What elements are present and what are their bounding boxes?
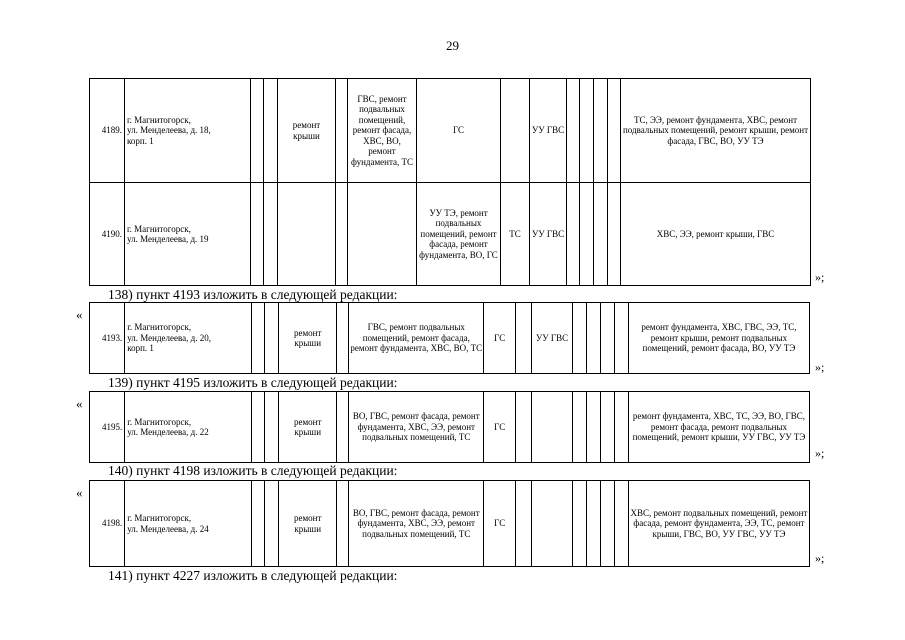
roof-cell [278,183,336,286]
address-cell: г. Магнитогорск, ул. Менделеева, д. 22 [125,392,252,463]
empty-cell [264,79,278,183]
works-cell: ВО, ГВС, ремонт фасада, ремонт фундамента, ХВС, ЭЭ, ремонт подвальных помещений, ТС [349,481,484,567]
empty-cell [594,79,608,183]
address-cell: г. Магнитогорск, ул. Менделеева, д. 19 [125,183,251,286]
amendment-heading: 140) пункт 4198 изложить в следующей редакции: [108,463,398,478]
address-cell: г. Магнитогорск, ул. Менделеева, д. 18, корп. 1 [125,79,251,183]
works-cell: ГС [417,79,501,183]
open-quote: « [76,396,83,411]
empty-cell [251,481,264,567]
row-number: 4193. [90,303,125,374]
empty-cell [600,392,614,463]
empty-cell [264,481,278,567]
empty-cell [516,303,532,374]
works-cell: УУ ТЭ, ремонт подвальных помещений, ремонт фасада, ремонт фундамента, ВО, ГС [417,183,501,286]
page-number: 29 [446,38,459,53]
empty-cell [264,392,278,463]
uu-cell: УУ ГВС [530,183,567,286]
amendment-heading: 138) пункт 4193 изложить в следующей редакции: [108,287,398,302]
row-number: 4190. [90,183,125,286]
close-quote: »; [815,446,825,460]
table-row [90,79,811,183]
close-quote: »; [815,270,825,284]
empty-cell [251,392,264,463]
table-block-2 [89,302,810,374]
uu-cell: УУ ГВС [532,303,572,374]
works-cell: ГС [484,303,516,374]
empty-cell [614,481,628,567]
works-cell: ВО, ГВС, ремонт фасада, ремонт фундамента, ХВС, ЭЭ, ремонт подвальных помещений, ТС [349,392,484,463]
open-quote: « [76,307,83,322]
empty-cell [594,183,608,286]
empty-cell [251,183,264,286]
empty-cell [572,481,586,567]
table-block-3 [89,391,810,463]
table-row [90,392,810,463]
works-cell: ГВС, ремонт подвальных помещений, ремонт фасада, ХВС, ВО, ремонт фундамента, ТС [348,79,417,183]
empty-cell [586,303,600,374]
row-number: 4198. [90,481,125,567]
table-row [90,183,811,286]
empty-cell [516,481,532,567]
empty-cell [516,392,532,463]
close-quote: »; [815,551,825,565]
amendment-heading: 139) пункт 4195 изложить в следующей редакции: [108,375,398,390]
works-cell: ТС, ЭЭ, ремонт фундамента, ХВС, ремонт подвальных помещений, ремонт крыши, ремонт фасада, ГВС, ВО, УУ ТЭ [621,79,811,183]
roof-cell: ремонт крыши [278,79,336,183]
roof-cell: ремонт крыши [279,303,337,374]
works-cell [348,183,417,286]
empty-cell [337,392,349,463]
empty-cell [614,303,628,374]
empty-cell [608,183,621,286]
works-cell: ГС [484,481,516,567]
empty-cell [586,481,600,567]
empty-cell [600,303,614,374]
row-number: 4189. [90,79,125,183]
open-quote: « [76,485,83,500]
works-cell: ХВС, ЭЭ, ремонт крыши, ГВС [621,183,811,286]
roof-cell: ремонт крыши [279,481,337,567]
works-cell: ГС [484,392,516,463]
empty-cell [608,79,621,183]
address-cell: г. Магнитогорск, ул. Менделеева, д. 20, корп. 1 [125,303,252,374]
ts-cell: ТС [501,183,530,286]
empty-cell [572,392,586,463]
works-cell: ГВС, ремонт подвальных помещений, ремонт фасада, ремонт фундамента, ХВС, ВО, ТС [349,303,484,374]
ts-cell [501,79,530,183]
empty-cell [532,392,572,463]
empty-cell [532,481,572,567]
empty-cell [572,303,586,374]
close-quote: »; [815,360,825,374]
table-row [90,481,810,567]
empty-cell [337,303,349,374]
empty-cell [336,183,348,286]
empty-cell [337,481,349,567]
empty-cell [580,183,594,286]
works-cell: ремонт фундамента, ХВС, ТС, ЭЭ, ВО, ГВС, ремонт фасада, ремонт подвальных помещений, ремонт крыши, УУ ГВС, УУ ТЭ [628,392,809,463]
row-number: 4195. [90,392,125,463]
empty-cell [580,79,594,183]
table-block-1 [89,78,811,286]
works-cell: ремонт фундамента, ХВС, ГВС, ЭЭ, ТС, ремонт крыши, ремонт подвальных помещений, ремонт фасада, ВО, УУ ТЭ [628,303,809,374]
uu-cell: УУ ГВС [530,79,567,183]
empty-cell [600,481,614,567]
empty-cell [264,303,278,374]
works-cell: ХВС, ремонт подвальных помещений, ремонт фасада, ремонт фундамента, ЭЭ, ТС, ремонт крыши, ГВС, ВО, УУ ГВС, УУ ТЭ [628,481,809,567]
address-cell: г. Магнитогорск, ул. Менделеева, д. 24 [125,481,252,567]
empty-cell [336,79,348,183]
table-block-4 [89,480,810,567]
empty-cell [567,183,580,286]
empty-cell [567,79,580,183]
amendment-heading: 141) пункт 4227 изложить в следующей редакции: [108,568,398,583]
empty-cell [614,392,628,463]
table-row [90,303,810,374]
empty-cell [264,183,278,286]
roof-cell: ремонт крыши [279,392,337,463]
empty-cell [251,303,264,374]
empty-cell [251,79,264,183]
empty-cell [586,392,600,463]
